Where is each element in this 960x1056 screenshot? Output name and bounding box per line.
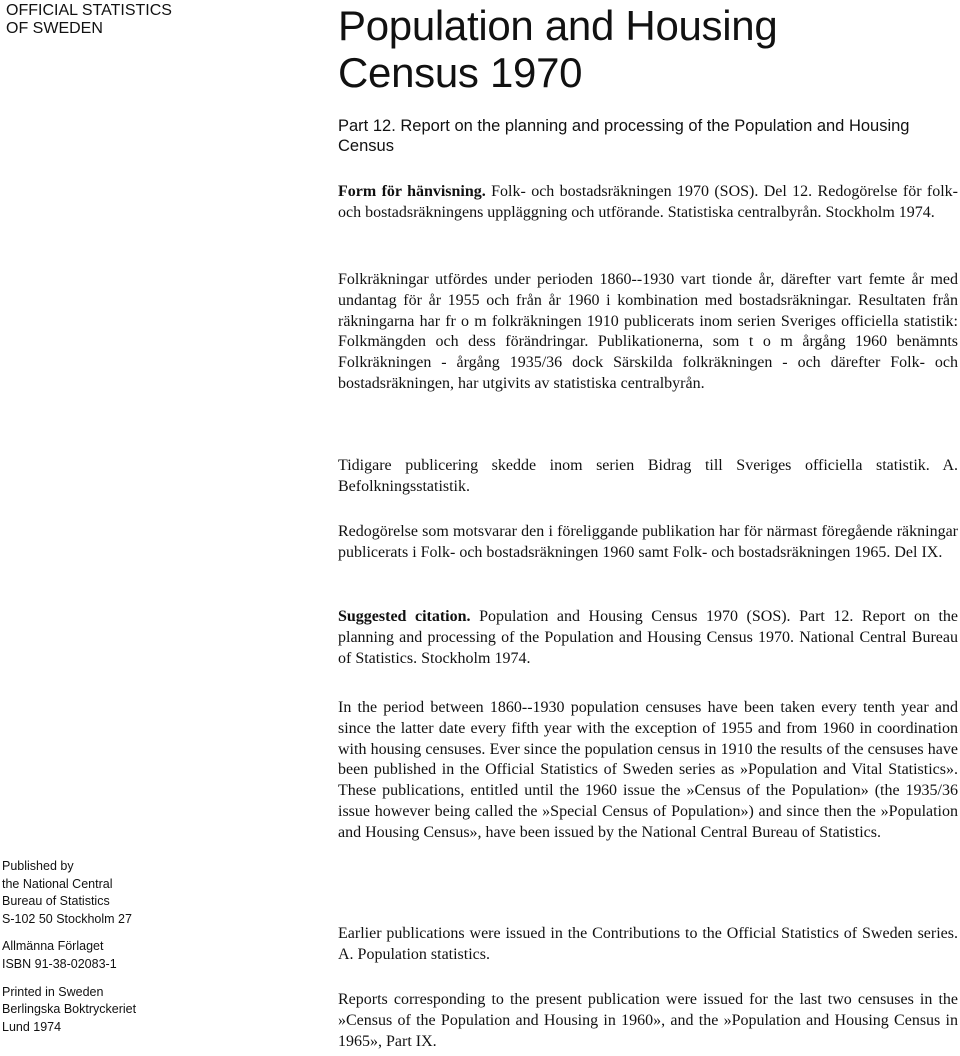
- census-history-paragraph-sv: Folkräkningar utfördes under perioden 1860--1930 vart tionde år, därefter vart femte år med undantag för år 1955 och från år 1960 i kombination med bostadsräkningar. Resultaten från räkningarna har fr o m folkräkningen 1910 publicerats inom serien Sveriges officiella statistik: Folkmängden och dess förändringar. Publikationerna, som t o m årgång 1960 benämnts Folkräkningen - årgång 1935/36 dock Särskilda folkräkningen - och därefter Folk- och bostadsräkningen, har utgivits av statistiska centralbyrån.: [338, 271, 958, 392]
- publisher-info: [2, 858, 136, 1046]
- published-by-line: S-102 50 Stockholm 27: [2, 911, 132, 926]
- reference-form-label: Form för hänvisning.: [338, 183, 486, 200]
- published-by-block: [2, 858, 136, 928]
- title-line-2: Census 1970: [338, 49, 583, 96]
- distributor-block: [2, 938, 136, 973]
- subtitle: Part 12. Report on the planning and processing of the Population and Housing Census: [338, 117, 910, 155]
- published-by-line: Published by: [2, 859, 74, 873]
- reference-form-text: Folk- och bostadsräkningen 1970 (SOS). Del 12. Redogörelse för folk- och bostadsräkningens uppläggning och utförande. Statistiska centralbyrån. Stockholm 1974.: [338, 183, 959, 221]
- printer-line: Printed in Sweden: [2, 984, 104, 999]
- page-title: [338, 2, 777, 96]
- reports-paragraph-en: Reports corresponding to the present publication were issued for the last two censuses in the »Census of the Population and Housing in 1960», and the »Population and Housing Census in 1965», Part IX.: [338, 991, 958, 1050]
- agency-line-1: OFFICIAL STATISTICS: [6, 2, 172, 19]
- printer-block: [2, 984, 136, 1037]
- printer-line: Berlingska Boktryckeriet: [2, 1002, 137, 1017]
- report-paragraph-sv: Redogörelse som motsvarar den i föreliggande publikation har för närmast föregående räkningar publicerats i Folk- och bostadsräkningen 1960 samt Folk- och bostadsräkningen 1965. Del IX.: [338, 523, 958, 561]
- census-history-paragraph-en: In the period between 1860--1930 population censuses have been taken every tenth year and since the latter date every fifth year with the exception of 1955 and from 1960 in coordination with housing censuses. Ever since the population census in 1910 the results of the censuses have been published in the Official Statistics of Sweden series as »Population and Vital Statistics». These publications, entitled until the 1960 issue the »Census of the Population» (the 1935/36 issue however being called the »Special Census of Population») and since then the »Population and Housing Census», have been issued by the National Central Bureau of Statistics.: [338, 699, 958, 841]
- citation-paragraph: [338, 607, 958, 669]
- citation-text: Population and Housing Census 1970 (SOS). Part 12. Report on the planning and processing of the Population and Housing Census 1970. National Central Bureau of Statistics. Stockholm 1974.: [338, 608, 959, 667]
- earlier-publications-paragraph-en: Earlier publications were issued in the Contributions to the Official Statistics of Sweden series. A. Population statistics.: [338, 925, 958, 963]
- agency-name: [6, 2, 172, 38]
- reference-form-paragraph: [338, 182, 958, 224]
- published-by-line: the National Central: [2, 876, 113, 891]
- agency-line-2: OF SWEDEN: [6, 20, 103, 37]
- title-line-1: Population and Housing: [338, 2, 778, 49]
- distributor-line: Allmänna Förlaget: [2, 939, 104, 954]
- published-by-line: Bureau of Statistics: [2, 894, 110, 909]
- citation-label: Suggested citation.: [338, 608, 471, 625]
- earlier-publications-paragraph-sv: Tidigare publicering skedde inom serien Bidrag till Sveriges officiella statistik. A. Befolkningsstatistik.: [338, 457, 958, 495]
- isbn: ISBN 91-38-02083-1: [2, 956, 117, 971]
- printer-line: Lund 1974: [2, 1019, 62, 1034]
